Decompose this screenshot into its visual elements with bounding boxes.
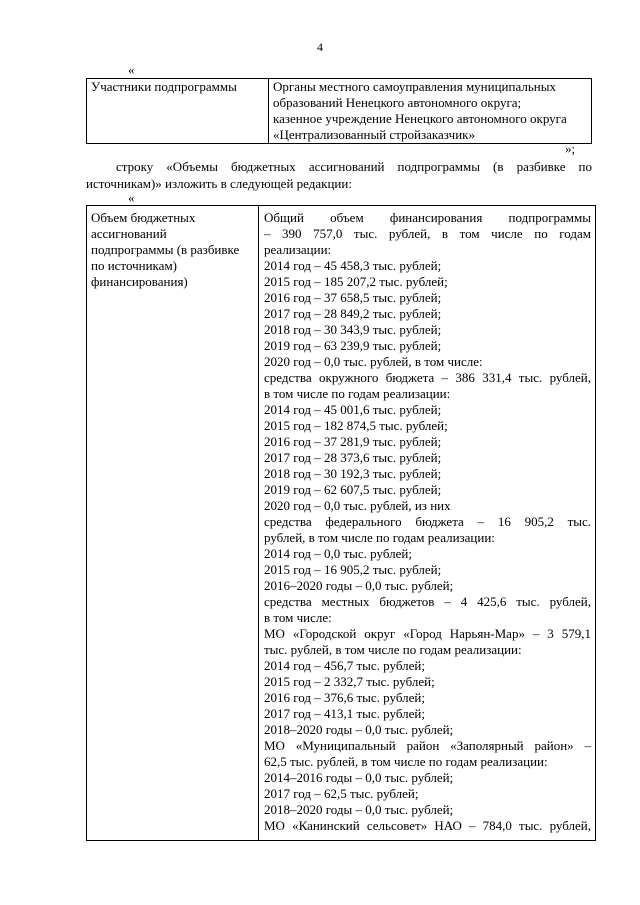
budget-line: МО «Муниципальный район «Заполярный район» – bbox=[264, 738, 591, 753]
instruction-paragraph bbox=[86, 158, 592, 192]
budget-label-line: по источникам) bbox=[91, 258, 178, 273]
budget-line: 2018 год – 30 192,3 тыс. рублей; bbox=[264, 466, 442, 481]
budget-line: 2018 год – 30 343,9 тыс. рублей; bbox=[264, 322, 442, 337]
budget-line: 2014–2016 годы – 0,0 тыс. рублей; bbox=[264, 770, 454, 785]
budget-line: 2017 год – 28 373,6 тыс. рублей; bbox=[264, 450, 442, 465]
budget-line: 2016 год – 376,6 тыс. рублей; bbox=[264, 690, 425, 705]
budget-line: Общий объем финансирования подпрограммы bbox=[264, 210, 591, 225]
budget-line: 2020 год – 0,0 тыс. рублей, из них bbox=[264, 498, 451, 513]
budget-line: – 390 757,0 тыс. рублей, в том числе по годам bbox=[264, 226, 591, 241]
budget-line: 2018–2020 годы – 0,0 тыс. рублей; bbox=[264, 722, 454, 737]
participants-label: Участники подпрограммы bbox=[87, 79, 269, 144]
instruction-text: строку «Объемы бюджетных ассигнований подпрограммы (в разбивке по источникам)» изложить в следующей редакции: bbox=[86, 159, 592, 191]
budget-line: МО «Канинский сельсовет» НАО – 784,0 тыс. рублей, bbox=[264, 818, 591, 833]
budget-label-line: финансирования) bbox=[91, 274, 188, 289]
budget-label-line: Объем бюджетных bbox=[91, 210, 196, 225]
table-row bbox=[87, 79, 592, 144]
budget-label bbox=[87, 206, 259, 841]
opening-quote-1: « bbox=[128, 62, 135, 77]
budget-line: 2016–2020 годы – 0,0 тыс. рублей; bbox=[264, 578, 454, 593]
budget-line: МО «Городской округ «Город Нарьян-Мар» – 3 579,1 bbox=[264, 626, 591, 641]
page-number: 4 bbox=[317, 40, 323, 54]
budget-line: тыс. рублей, в том числе по годам реализации: bbox=[264, 642, 522, 657]
budget-line: 2014 год – 45 001,6 тыс. рублей; bbox=[264, 402, 442, 417]
participants-table bbox=[86, 78, 592, 144]
participants-line: казенное учреждение Ненецкого автономного округа bbox=[273, 111, 567, 126]
budget-line: 2018–2020 годы – 0,0 тыс. рублей; bbox=[264, 802, 454, 817]
budget-line: 2014 год – 456,7 тыс. рублей; bbox=[264, 658, 425, 673]
budget-line: 62,5 тыс. рублей, в том числе по годам реализации: bbox=[264, 754, 548, 769]
opening-quote-2: « bbox=[128, 190, 135, 205]
budget-line: 2015 год – 16 905,2 тыс. рублей; bbox=[264, 562, 442, 577]
budget-line: реализации: bbox=[264, 242, 332, 257]
budget-line: 2014 год – 45 458,3 тыс. рублей; bbox=[264, 258, 442, 273]
budget-line: 2017 год – 62,5 тыс. рублей; bbox=[264, 786, 419, 801]
budget-line: рублей, в том числе по годам реализации: bbox=[264, 530, 495, 545]
budget-line: 2017 год – 413,1 тыс. рублей; bbox=[264, 706, 425, 721]
budget-table bbox=[86, 205, 596, 841]
budget-line: 2016 год – 37 658,5 тыс. рублей; bbox=[264, 290, 442, 305]
budget-label-line: ассигнований bbox=[91, 226, 167, 241]
closing-quote: »; bbox=[565, 141, 576, 156]
participants-line: «Централизованный стройзаказчик» bbox=[273, 127, 475, 142]
budget-line: средства окружного бюджета – 386 331,4 тыс. рублей, bbox=[264, 370, 591, 385]
budget-line: 2019 год – 63 239,9 тыс. рублей; bbox=[264, 338, 442, 353]
table-row bbox=[87, 206, 596, 841]
budget-label-line: подпрограммы (в разбивке bbox=[91, 242, 240, 257]
budget-line: в том числе: bbox=[264, 610, 332, 625]
budget-line: 2020 год – 0,0 тыс. рублей, в том числе: bbox=[264, 354, 483, 369]
budget-line: средства федерального бюджета – 16 905,2 тыс. bbox=[264, 514, 591, 529]
participants-value bbox=[269, 79, 592, 144]
budget-line: 2014 год – 0,0 тыс. рублей; bbox=[264, 546, 412, 561]
budget-line: 2016 год – 37 281,9 тыс. рублей; bbox=[264, 434, 442, 449]
budget-line: 2015 год – 2 332,7 тыс. рублей; bbox=[264, 674, 435, 689]
budget-line: 2019 год – 62 607,5 тыс. рублей; bbox=[264, 482, 442, 497]
budget-line: средства местных бюджетов – 4 425,6 тыс. рублей, bbox=[264, 594, 591, 609]
participants-line: образований Ненецкого автономного округа; bbox=[273, 95, 522, 110]
participants-line: Органы местного самоуправления муниципальных bbox=[273, 79, 556, 94]
budget-line: 2017 год – 28 849,2 тыс. рублей; bbox=[264, 306, 442, 321]
budget-value bbox=[259, 206, 596, 841]
budget-line: 2015 год – 185 207,2 тыс. рублей; bbox=[264, 274, 448, 289]
budget-line: в том числе по годам реализации: bbox=[264, 386, 451, 401]
budget-line: 2015 год – 182 874,5 тыс. рублей; bbox=[264, 418, 448, 433]
